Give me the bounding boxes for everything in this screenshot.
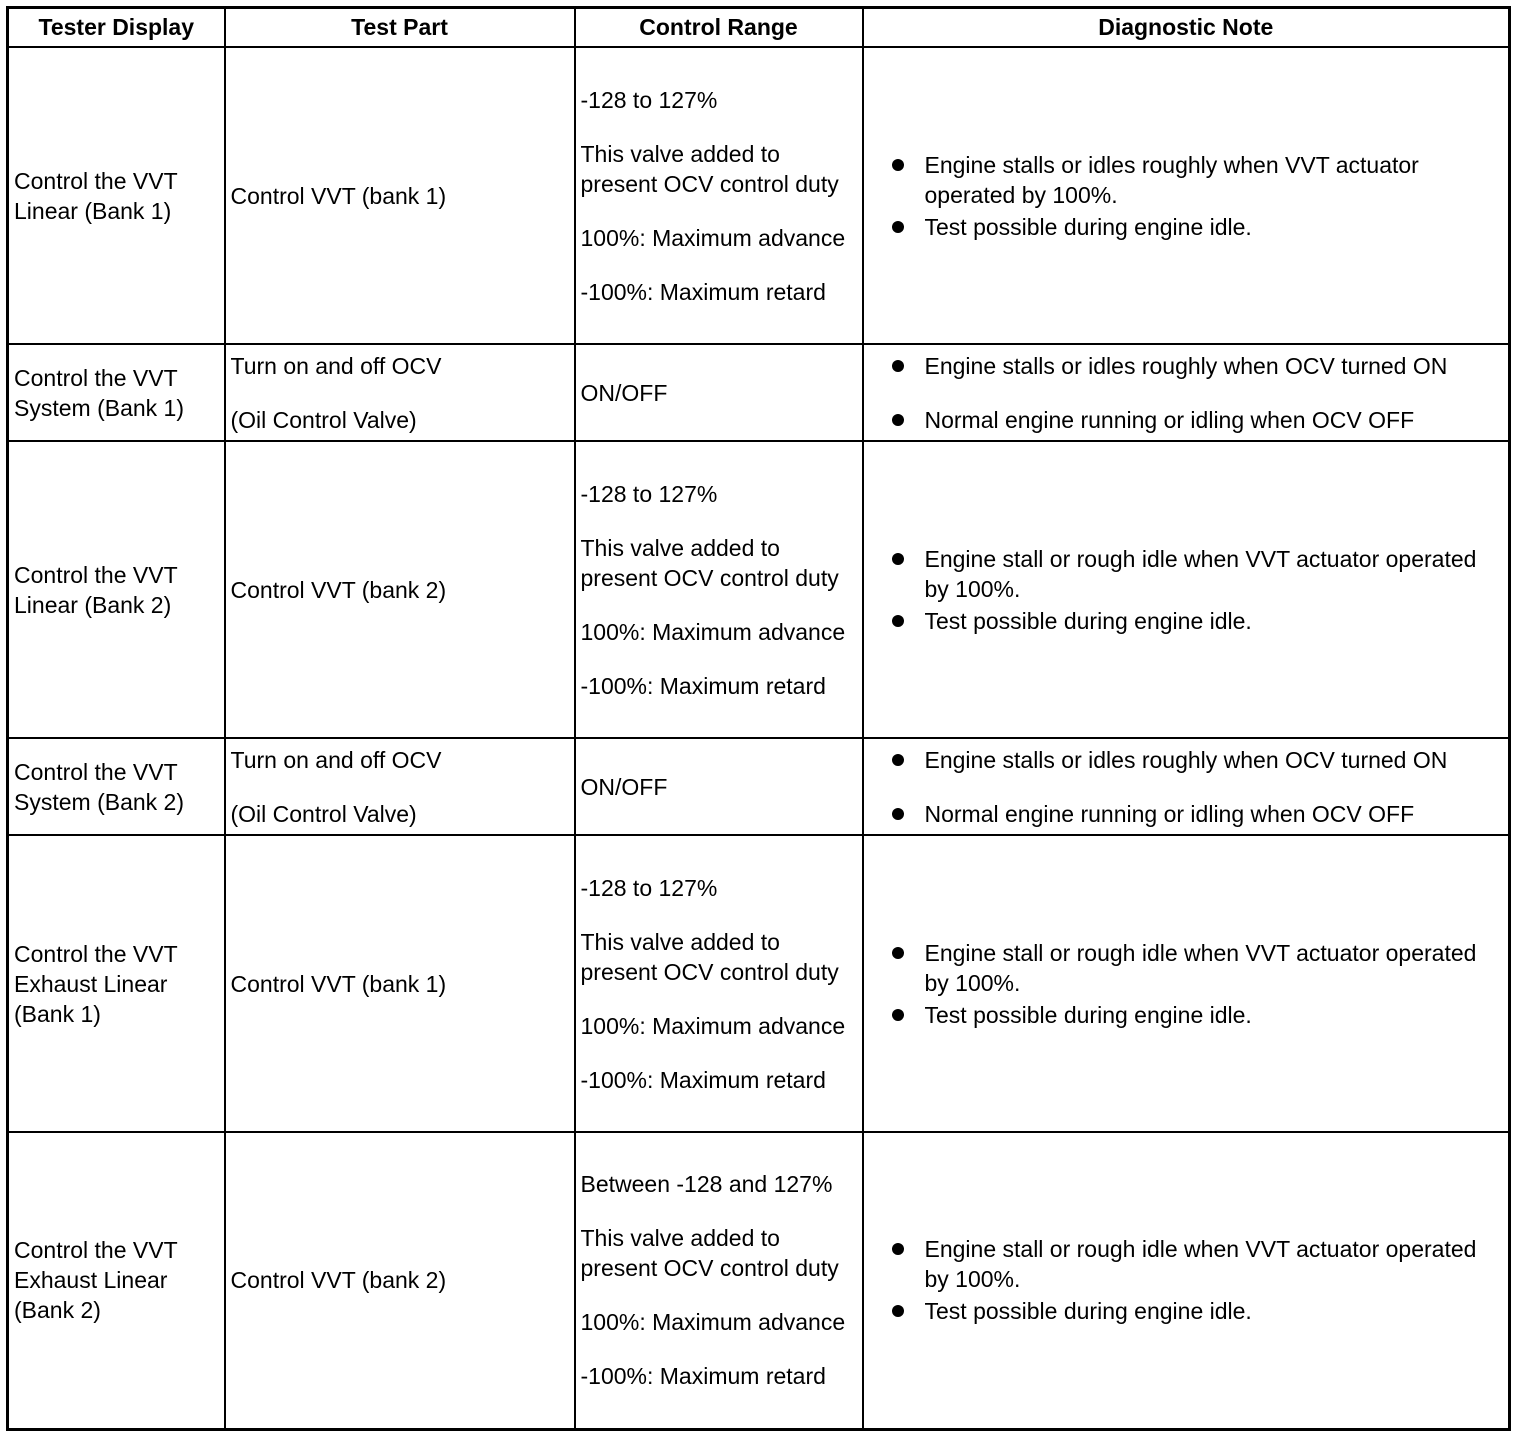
table-row	[8, 344, 1510, 441]
control-range-cell	[575, 738, 863, 835]
table-row	[8, 835, 1510, 1132]
tester-display-cell: Control the VVT Exhaust Linear (Bank 2)	[8, 1132, 225, 1429]
table-row	[8, 1132, 1510, 1429]
control-range-text: 100%: Maximum advance	[580, 1309, 846, 1336]
test-part-text: Control VVT (bank 2)	[230, 1267, 447, 1294]
control-range-text: 100%: Maximum advance	[580, 1012, 846, 1039]
test-part-cell	[225, 738, 575, 835]
test-part-cell	[225, 441, 575, 738]
diagnostic-note-cell	[863, 47, 1510, 344]
table-row	[8, 47, 1510, 344]
header-tester-display: Tester Display	[8, 8, 225, 48]
header-diagnostic-note: Diagnostic Note	[863, 8, 1510, 48]
note-list	[869, 351, 1504, 435]
note-item: Normal engine running or idling when OCV OFF	[890, 799, 1504, 829]
table-row	[8, 441, 1510, 738]
test-part-text: Control VVT (bank 1)	[230, 182, 447, 209]
note-list	[869, 544, 1504, 636]
note-item: Engine stall or rough idle when VVT actuator operated by 100%.	[890, 938, 1504, 998]
test-part-text: (Oil Control Valve)	[230, 406, 417, 433]
tester-display-cell: Control the VVT Linear (Bank 1)	[8, 47, 225, 344]
control-range-text: -128 to 127%	[580, 480, 718, 507]
control-range-cell	[575, 441, 863, 738]
control-range-text: -100%: Maximum retard	[580, 672, 826, 699]
note-item: Test possible during engine idle.	[890, 212, 1504, 242]
tester-display-cell: Control the VVT Exhaust Linear (Bank 1)	[8, 835, 225, 1132]
test-part-cell	[225, 344, 575, 441]
note-list	[869, 938, 1504, 1030]
diagnostic-note-cell	[863, 835, 1510, 1132]
control-range-text: ON/OFF	[580, 773, 668, 800]
note-item: Test possible during engine idle.	[890, 1296, 1504, 1326]
diagnostic-note-cell	[863, 441, 1510, 738]
control-range-text: 100%: Maximum advance	[580, 618, 846, 645]
control-range-text: -128 to 127%	[580, 86, 718, 113]
note-item: Test possible during engine idle.	[890, 606, 1504, 636]
test-part-cell	[225, 47, 575, 344]
control-range-text: ON/OFF	[580, 379, 668, 406]
diagnostic-note-cell	[863, 738, 1510, 835]
control-range-text: 100%: Maximum advance	[580, 224, 846, 251]
note-list	[869, 745, 1504, 829]
note-list	[869, 150, 1504, 242]
tester-display-cell: Control the VVT System (Bank 2)	[8, 738, 225, 835]
test-part-cell	[225, 835, 575, 1132]
control-range-text: This valve added to present OCV control duty	[580, 1225, 839, 1282]
header-test-part: Test Part	[225, 8, 575, 48]
control-range-cell	[575, 835, 863, 1132]
note-item: Test possible during engine idle.	[890, 1000, 1504, 1030]
note-item: Engine stall or rough idle when VVT actuator operated by 100%.	[890, 544, 1504, 604]
note-item: Normal engine running or idling when OCV OFF	[890, 405, 1504, 435]
header-row	[8, 8, 1510, 48]
control-range-text: -128 to 127%	[580, 874, 718, 901]
diagnostic-note-cell	[863, 344, 1510, 441]
control-range-cell	[575, 344, 863, 441]
active-test-table	[6, 6, 1511, 1431]
note-item: Engine stalls or idles roughly when OCV turned ON	[890, 351, 1504, 381]
control-range-text: -100%: Maximum retard	[580, 278, 826, 305]
note-item: Engine stalls or idles roughly when OCV turned ON	[890, 745, 1504, 775]
note-list	[869, 1234, 1504, 1326]
test-part-text: (Oil Control Valve)	[230, 800, 417, 827]
header-control-range: Control Range	[575, 8, 863, 48]
test-part-text: Turn on and off OCV	[230, 352, 442, 379]
test-part-text: Control VVT (bank 2)	[230, 576, 447, 603]
control-range-cell	[575, 47, 863, 344]
control-range-text: This valve added to present OCV control duty	[580, 534, 839, 591]
tester-display-cell: Control the VVT System (Bank 1)	[8, 344, 225, 441]
control-range-text: -100%: Maximum retard	[580, 1363, 826, 1390]
control-range-text: This valve added to present OCV control duty	[580, 928, 839, 985]
test-part-cell	[225, 1132, 575, 1429]
tester-display-cell: Control the VVT Linear (Bank 2)	[8, 441, 225, 738]
test-part-text: Turn on and off OCV	[230, 746, 442, 773]
test-part-text: Control VVT (bank 1)	[230, 970, 447, 997]
diagnostic-note-cell	[863, 1132, 1510, 1429]
table-row	[8, 738, 1510, 835]
control-range-text: -100%: Maximum retard	[580, 1066, 826, 1093]
control-range-text: Between -128 and 127%	[580, 1171, 833, 1198]
control-range-text: This valve added to present OCV control duty	[580, 140, 839, 197]
control-range-cell	[575, 1132, 863, 1429]
note-item: Engine stall or rough idle when VVT actuator operated by 100%.	[890, 1234, 1504, 1294]
note-item: Engine stalls or idles roughly when VVT actuator operated by 100%.	[890, 150, 1504, 210]
